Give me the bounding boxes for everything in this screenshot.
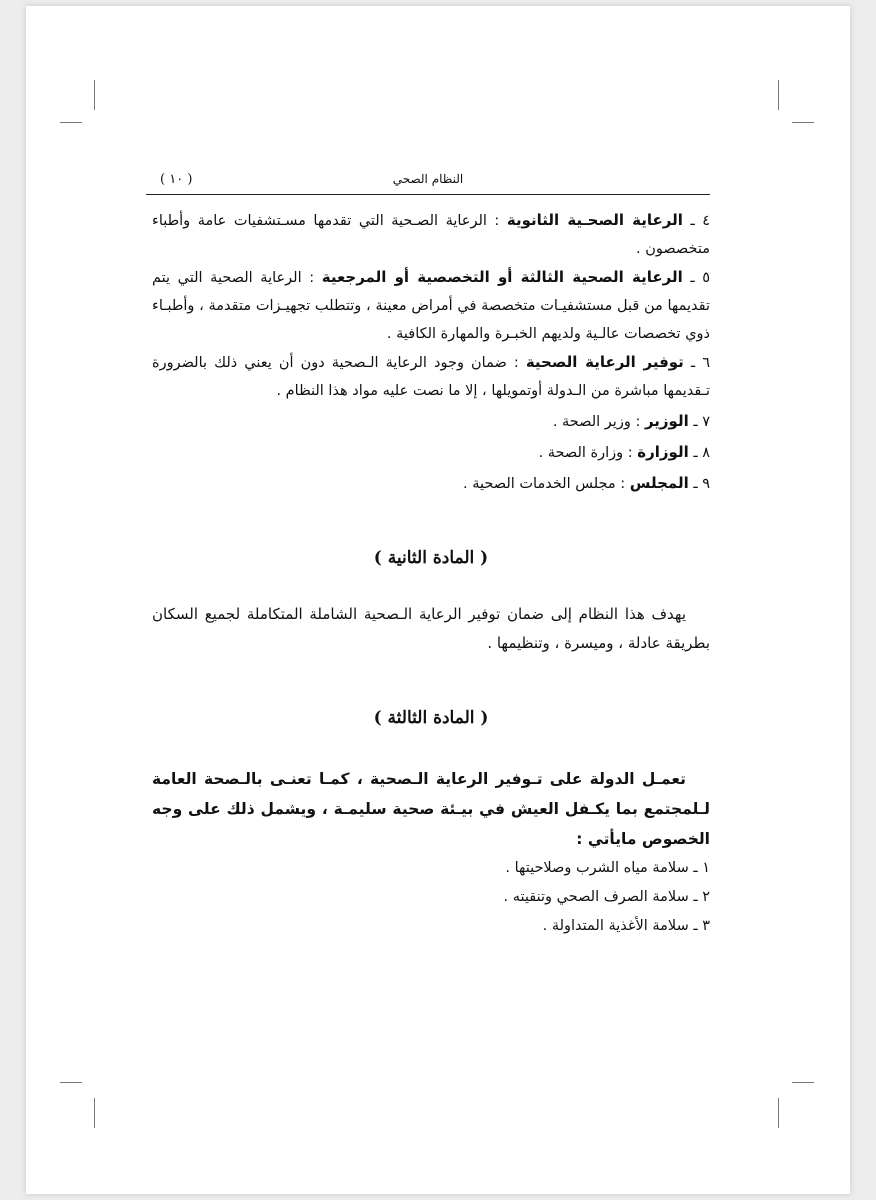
list-item: ٣ ـ سلامة الأغذية المتداولة . <box>542 918 710 934</box>
document-body <box>152 206 710 941</box>
definition-term: الرعاية الصحية الثالثة أو التخصصية أو المرجعية <box>321 268 683 286</box>
crop-mark <box>778 1098 779 1128</box>
definition-number: ٩ ـ <box>693 476 710 492</box>
definition-term: الرعاية الصحـية الثانوية <box>506 211 683 229</box>
article-heading: ( المادة الثانية ) <box>373 548 489 568</box>
list-item: ١ ـ سلامة مياه الشرب وصلاحيتها . <box>505 860 710 876</box>
definition-item <box>152 348 710 405</box>
crop-mark <box>778 80 779 110</box>
definition-item <box>152 469 710 498</box>
definition-number: ٥ ـ <box>690 270 711 286</box>
crop-mark <box>94 80 95 110</box>
definition-text: : ضمان وجود الرعاية الـصحية دون أن يعني ذلك بالضرورة تـقديمها مباشرة من الـدولة أوتمويلها ، إلا ما نصت عليه مواد هذا النظام . <box>152 355 710 399</box>
page-number: ( ١٠ ) <box>160 172 193 187</box>
crop-mark <box>792 122 814 123</box>
definition-text: : الرعاية الصحية التي يتم تقديمها من قبل مستشفيـات متخصصة في أمراض معينة ، وتتطلب تجهيـزات متقدمة ، وأطبـاء ذوي تخصصات عالـية ولديهم الخبـرة والمهارة الكافية . <box>152 270 710 342</box>
definition-term: توفير الرعاية الصحية <box>525 353 684 371</box>
crop-mark <box>94 1098 95 1128</box>
definition-text: : وزارة الصحة . <box>538 445 633 461</box>
article-paragraph: يهدف هذا النظام إلى ضمان توفير الرعاية الـصحية الشاملة المتكاملة لجميع السكان بطريقة عادلة ، وميسرة ، وتنظيمها . <box>152 605 710 652</box>
crop-mark <box>792 1082 814 1083</box>
definition-item <box>152 206 710 263</box>
definition-item <box>152 263 710 348</box>
definition-item <box>152 407 710 436</box>
definition-text: : وزير الصحة . <box>552 414 641 430</box>
definition-text: : الرعاية الصـحية التي تقدمها مسـتشفيات عامة وأطباء متخصصون . <box>152 213 710 257</box>
article-heading: ( المادة الثالثة ) <box>373 708 489 728</box>
definition-term: الوزارة <box>637 443 689 461</box>
definition-number: ٦ ـ <box>690 355 711 371</box>
definition-number: ٨ ـ <box>693 445 710 461</box>
crop-mark <box>60 122 82 123</box>
definition-term: المجلس <box>629 474 689 492</box>
definition-term: الوزير <box>644 412 689 430</box>
definition-item <box>152 438 710 467</box>
definition-text: : مجلس الخدمات الصحية . <box>463 476 626 492</box>
definition-number: ٤ ـ <box>690 213 711 229</box>
running-header <box>146 170 710 195</box>
header-title: النظام الصحي <box>392 172 464 186</box>
list-item: ٢ ـ سلامة الصرف الصحي وتنقيته . <box>503 889 710 905</box>
definition-number: ٧ ـ <box>693 414 710 430</box>
crop-mark <box>60 1082 82 1083</box>
article-paragraph: تعمـل الدولة على تـوفير الرعاية الـصحية ، كمـا تعنـى بالـصحة العامة لـلمجتمع بما يكـفل العيش في بيـئة صحية سليمـة ، ويشمل ذلك على وجه الخصوص مايأتي : <box>152 770 710 848</box>
